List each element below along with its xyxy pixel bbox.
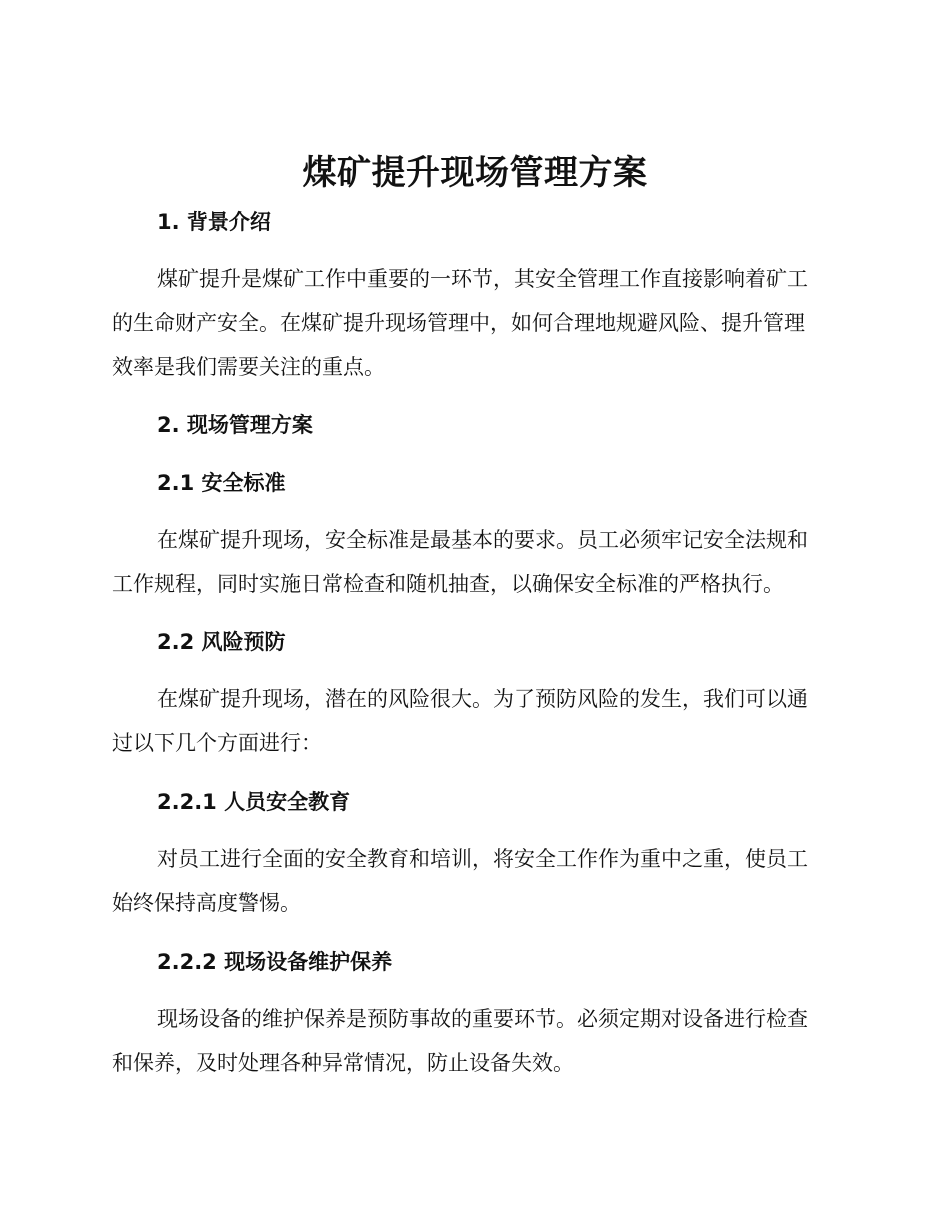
paragraph-line: 在煤矿提升现场，潜在的风险很大。为了预防风险的发生，我们可以通 — [157, 687, 808, 711]
paragraph-line: 和保养，及时处理各种异常情况，防止设备失效。 — [112, 1051, 574, 1075]
section-heading-management-plan: 2. 现场管理方案 — [157, 413, 313, 437]
section-heading-background: 1. 背景介绍 — [157, 210, 271, 234]
section-heading-safety-education: 2.2.1 人员安全教育 — [157, 790, 351, 814]
document-title: 煤矿提升现场管理方案 — [302, 153, 648, 193]
paragraph-line: 现场设备的维护保养是预防事故的重要环节。必须定期对设备进行检查 — [157, 1007, 808, 1031]
paragraph-line: 在煤矿提升现场，安全标准是最基本的要求。员工必须牢记安全法规和 — [157, 528, 808, 552]
section-paragraph-safety-education — [112, 837, 832, 925]
section-paragraph-safety-standards — [112, 518, 832, 606]
section-heading-equipment-maintenance: 2.2.2 现场设备维护保养 — [157, 950, 393, 974]
section-heading-risk-prevention: 2.2 风险预防 — [157, 630, 286, 654]
paragraph-line: 工作规程，同时实施日常检查和随机抽查，以确保安全标准的严格执行。 — [112, 572, 784, 596]
section-heading-safety-standards: 2.1 安全标准 — [157, 471, 286, 495]
paragraph-line: 的生命财产安全。在煤矿提升现场管理中，如何合理地规避风险、提升管理 — [112, 311, 805, 335]
section-paragraph-risk-prevention — [112, 677, 832, 765]
paragraph-line: 对员工进行全面的安全教育和培训，将安全工作作为重中之重，使员工 — [157, 847, 808, 871]
section-paragraph-background — [112, 257, 832, 389]
paragraph-line: 始终保持高度警惕。 — [112, 891, 301, 915]
paragraph-line: 过以下几个方面进行： — [112, 731, 322, 755]
paragraph-line: 效率是我们需要关注的重点。 — [112, 355, 385, 379]
paragraph-line: 煤矿提升是煤矿工作中重要的一环节，其安全管理工作直接影响着矿工 — [157, 267, 808, 291]
section-paragraph-equipment-maintenance — [112, 997, 832, 1085]
